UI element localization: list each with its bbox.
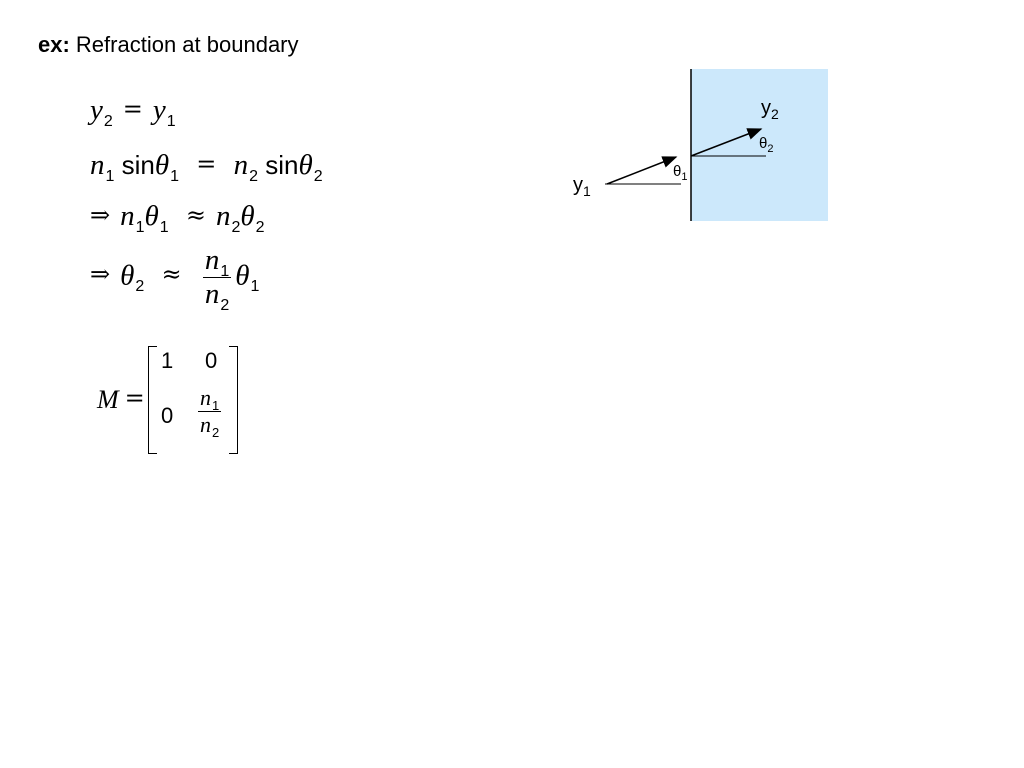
subscript: 2 [220, 297, 230, 314]
var-theta: θ [235, 259, 250, 292]
subscript: 1 [166, 113, 176, 130]
var-theta: θ [154, 149, 170, 181]
var-n: n [120, 200, 135, 232]
var-n: n [200, 412, 211, 437]
var-n: n [204, 278, 220, 310]
title-text: Refraction at boundary [75, 32, 299, 57]
subscript: 2 [249, 168, 259, 185]
equals-sign: = [122, 95, 143, 123]
subscript: 2 [135, 278, 145, 296]
incident-ray-arrow [607, 157, 676, 184]
label-y2: $y_2$ [761, 97, 779, 122]
var-theta: θ [120, 259, 135, 292]
sin-function: sin [265, 150, 299, 180]
equals-sign: = [196, 150, 217, 178]
var-n: n [200, 385, 211, 410]
approx-sign: ≈ [185, 201, 207, 229]
subscript: 2 [313, 168, 323, 185]
var-theta: θ [240, 200, 255, 232]
label-theta2: $\theta_2$ [759, 135, 774, 155]
var-theta: θ [144, 200, 159, 232]
var-n: n [233, 149, 249, 181]
var-theta: θ [298, 149, 313, 181]
label-y1: $y_1$ [573, 174, 591, 199]
subscript: 1 [159, 219, 169, 236]
matrix-a12: 0 [205, 348, 218, 373]
sin-function: sin [121, 150, 155, 180]
matrix-a11: 1 [161, 348, 174, 373]
implies-arrow: ⇒ [90, 201, 111, 229]
equals-sign: = [124, 384, 145, 412]
subscript: 2 [212, 425, 220, 440]
implies-arrow: ⇒ [90, 260, 111, 289]
var-y: y [90, 94, 103, 126]
subscript: 1 [135, 219, 145, 236]
subscript: 1 [250, 278, 260, 296]
title-lead: ex: [38, 32, 70, 57]
subscript: 2 [103, 113, 113, 130]
var-n: n [90, 149, 105, 181]
var-n: n [216, 200, 231, 232]
subscript: 1 [212, 398, 220, 413]
subscript: 1 [105, 168, 115, 185]
subscript: 1 [220, 263, 230, 280]
subscript: 2 [255, 219, 265, 236]
var-n: n [204, 244, 220, 276]
approx-sign: ≈ [161, 260, 182, 289]
label-theta1: $\theta_1$ [673, 163, 688, 183]
matrix-a21: 0 [161, 403, 174, 428]
subscript: 2 [231, 219, 241, 236]
var-y: y [152, 94, 166, 126]
subscript: 1 [170, 168, 180, 185]
var-M: M [97, 385, 119, 414]
